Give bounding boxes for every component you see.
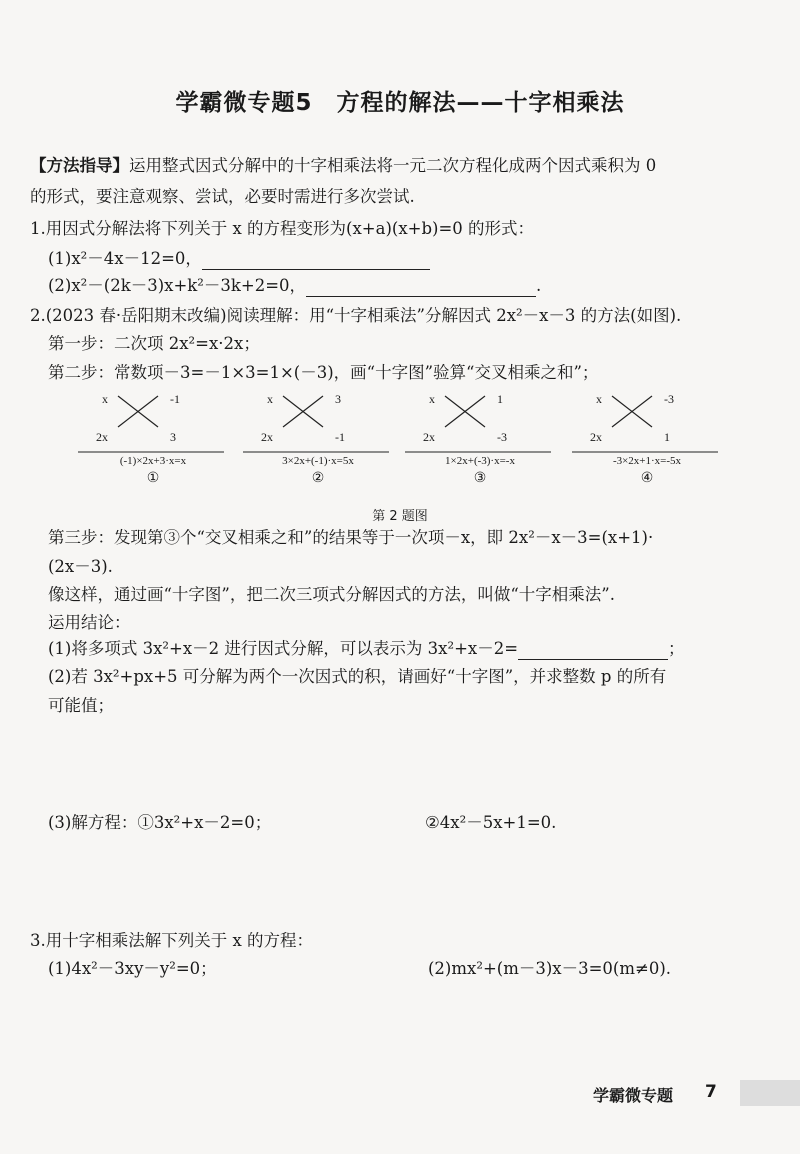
cross-diagram-2-bottom-right: -1 [335,430,345,444]
q3-part1: (1)4x²－3xy－y²=0； [48,959,217,978]
q1-part2-text: (2)x²－(2k－3)x+k²－3k+2=0， [48,276,307,295]
q3-part2: (2)mx²+(m－3)x－3=0(m≠0). [428,959,671,978]
cross-diagram-2-top-right: 3 [335,392,341,406]
cross-diagram-3-bottom-left: 2x [423,430,435,444]
q2-step2: 第二步：常数项－3=－1×3=1×(－3)，画“十字图”验算“交叉相乘之和”； [48,363,599,382]
q1-part1-answer-blank[interactable] [202,251,430,270]
q2-apply-part1-answer-blank[interactable] [518,641,668,660]
cross-diagram-1 [78,382,228,486]
cross-diagram-4-bottom-left: 2x [590,430,602,444]
q2-apply-part1-text: (1)将多项式 3x²+x－2 进行因式分解，可以表示为 3x²+x－2= [48,639,519,658]
method-guide-text-2: 的形式，要注意观察、尝试，必要时需进行多次尝试. [30,187,415,206]
cross-diagram-4-bottom-right: 1 [664,430,670,444]
cross-diagram-3-equation: 1×2x+(-3)·x=-x [445,455,515,467]
cross-diagram-1-bottom-left: 2x [96,430,108,444]
q2-apply-part3-b: ②4x²－5x+1=0. [425,813,557,832]
cross-diagram-3-number: ③ [473,471,487,486]
cross-diagram-4-equation: -3×2x+1·x=-5x [612,455,682,467]
cross-diagram-2-bottom-left: 2x [261,430,273,444]
q2-step1: 第一步：二次项 2x²=x·2x； [48,334,260,353]
method-guide-tag: 【方法指导】 [30,156,129,175]
footer-decoration-bar [740,1080,800,1106]
cross-diagram-3-top-left: x [429,392,435,406]
q2-apply-part2-line-1: (2)若 3x²+px+5 可分解为两个一次因式的积，请画好“十字图”，并求整数 p 的所有 [48,667,667,686]
q2-step3-line-1: 第三步：发现第③个“交叉相乘之和”的结果等于一次项－x，即 2x²－x－3=(x+1)· [48,528,654,547]
cross-diagram-2-equation: 3×2x+(-1)·x=5x [282,455,354,467]
cross-diagram-1-bottom-right: 3 [170,430,176,444]
cross-diagram-3-top-right: 1 [497,392,503,406]
cross-diagram-3 [405,382,555,486]
q2-apply-part3: (3)解方程：①3x²+x－2=0； [48,813,272,832]
cross-diagram-1-number: ① [146,471,160,486]
q2-apply-part1 [48,638,685,660]
figure-caption: 第 2 题图 [372,509,428,524]
q3-stem: 3.用十字相乘法解下列关于 x 的方程： [30,931,314,950]
q1-part1 [48,248,430,270]
q2-summary: 像这样，通过画“十字图”，把二次三项式分解因式的方法，叫做“十字相乘法”. [48,585,615,604]
q1-stem: 1.用因式分解法将下列关于 x 的方程变形为(x+a)(x+b)=0 的形式： [30,219,535,238]
q2-stem: 2.(2023 春·岳阳期末改编)阅读理解：用“十字相乘法”分解因式 2x²－x－3 的方法(如图). [30,306,682,325]
page-number: 7 [705,1082,717,1102]
method-guide-text-1: 运用整式因式分解中的十字相乘法将一元二次方程化成两个因式乘积为 0 [129,156,657,175]
q1-part2 [48,275,541,297]
footer-section-label: 学霸微专题 [593,1086,674,1105]
cross-diagram-1-equation: (-1)×2x+3·x=x [119,455,187,467]
q1-part2-end: . [536,276,542,295]
cross-diagram-4-top-right: -3 [664,392,674,406]
method-guide-line-1 [30,155,656,177]
q2-apply-label: 运用结论： [48,613,131,632]
q2-apply-part1-end: ； [668,639,685,658]
cross-diagram-4-number: ④ [640,471,654,486]
cross-diagram-2-top-left: x [267,392,273,406]
page-title: 学霸微专题5 方程的解法——十字相乘法 [175,90,625,116]
cross-diagram-4 [572,382,722,486]
cross-diagram-3-bottom-right: -3 [497,430,507,444]
q1-part1-text: (1)x²－4x－12=0， [48,249,202,268]
cross-diagram-1-top-right: -1 [170,392,180,406]
cross-diagram-4-top-left: x [596,392,602,406]
cross-diagram-2 [243,382,393,486]
q1-part2-answer-blank[interactable] [306,278,536,297]
q2-step3-line-2: (2x－3). [48,557,113,576]
cross-diagram-2-number: ② [311,471,325,486]
cross-diagram-1-top-left: x [102,392,108,406]
q2-apply-part2-line-2: 可能值； [48,696,114,715]
